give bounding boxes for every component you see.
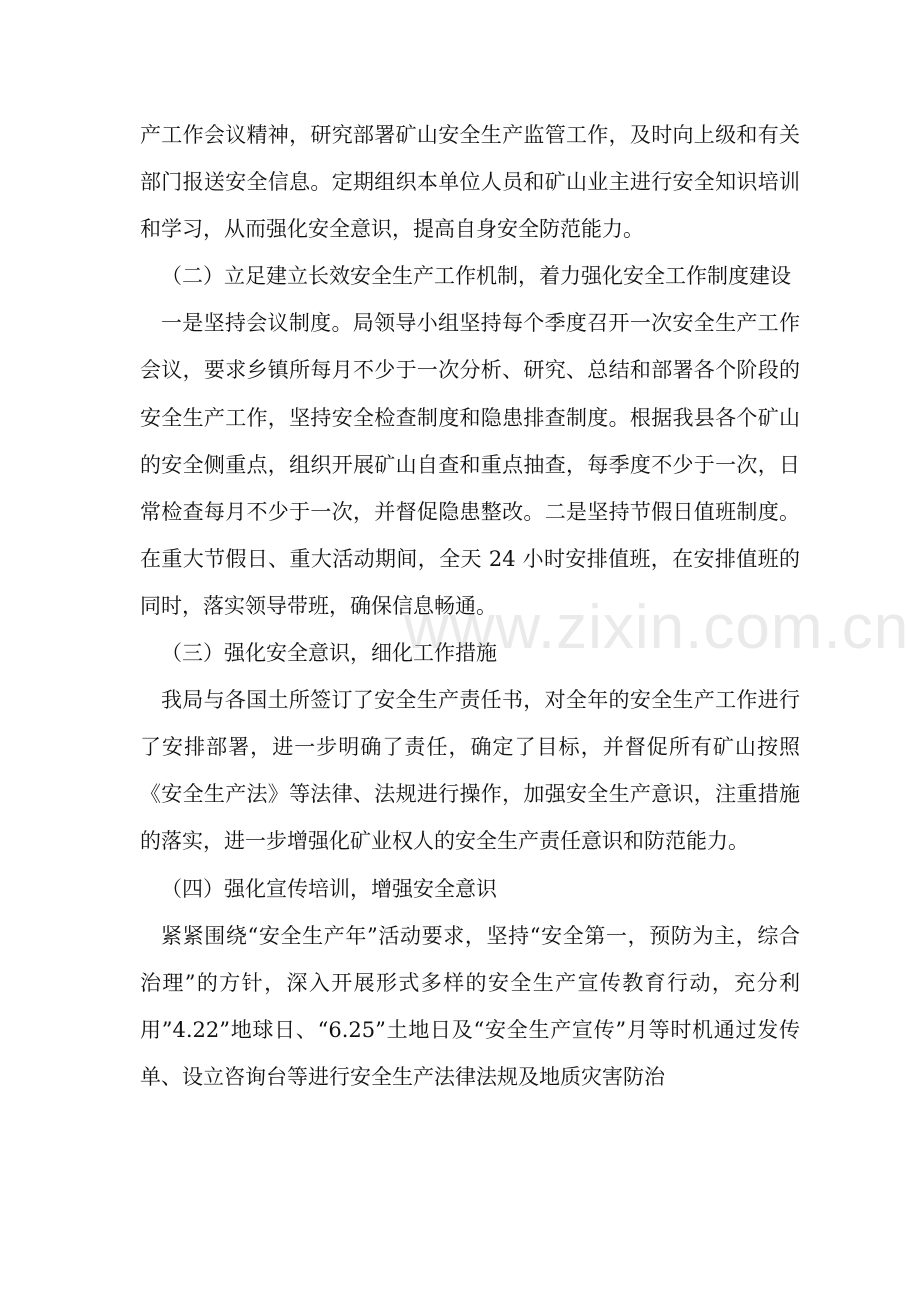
section-heading-2: （二）立足建立长效安全生产工作机制，着力强化安全工作制度建设	[161, 264, 791, 289]
watermark: www.zixin.com.cn	[404, 593, 910, 662]
section-heading-4: （四）强化宣传培训，增强安全意识	[161, 876, 497, 901]
section-heading-3: （三）强化安全意识，细化工作措施	[161, 641, 497, 666]
paragraph-4: 紧紧围绕“安全生产年”活动要求，坚持“安全第一，预防为主，综合治理”的方针，深入开展形式多样的安全生产宣传教育行动，充分利用”4.22”地球日、“6.25”土地日及“安全生产宣传”月等时机通过发传单、设立咨询台等进行安全生产法律法规及地质灾害防治	[140, 923, 800, 1089]
paragraph-2: 一是坚持会议制度。局领导小组坚持每个季度召开一次安全生产工作会议，要求乡镇所每月不少于一次分析、研究、总结和部署各个阶段的安全生产工作，坚持安全检查制度和隐患排查制度。根据我县各个矿山的安全侧重点，组织开展矿山自查和重点抽查，每季度不少于一次，日常检查每月不少于一次，并督促隐患整改。二是坚持节假日值班制度。在重大节假日、重大活动期间，全天 24 小时安排值班，在安排值班的同时，落实领导带班，确保信息畅通。	[140, 311, 800, 618]
paragraph-1: 产工作会议精神，研究部署矿山安全生产监管工作，及时向上级和有关部门报送安全信息。定期组织本单位人员和矿山业主进行安全知识培训和学习，从而强化安全意识，提高自身安全防范能力。	[140, 123, 800, 242]
paragraph-3: 我局与各国土所签订了安全生产责任书，对全年的安全生产工作进行了安排部署，进一步明确了责任，确定了目标，并督促所有矿山按照《安全生产法》等法律、法规进行操作，加强安全生产意识，注重措施的落实，进一步增强化矿业权人的安全生产责任意识和防范能力。	[140, 688, 800, 854]
document-body	[140, 112, 800, 1101]
